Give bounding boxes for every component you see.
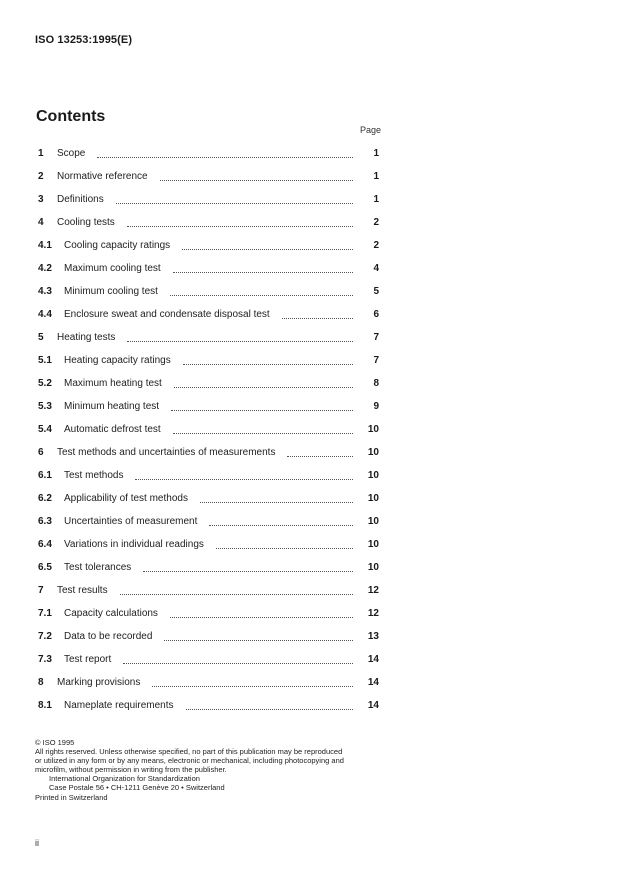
toc-entry-page: 7 — [373, 332, 379, 343]
toc-entry-title: Automatic defrost test — [64, 424, 161, 435]
toc-entry-number: 6.3 — [38, 516, 52, 527]
toc-entry-number: 5.4 — [38, 424, 52, 435]
toc-entry-page: 10 — [367, 470, 379, 481]
toc-entry-number: 5.3 — [38, 401, 52, 412]
rights-line-2: or utilized in any form or by any means, electronic or mechanical, including photocopying and — [35, 756, 344, 765]
toc-entry[interactable] — [38, 441, 379, 464]
toc-entry[interactable] — [38, 510, 379, 533]
toc-entry[interactable] — [38, 579, 379, 602]
toc-dot-leader — [171, 409, 353, 411]
toc-entry[interactable] — [38, 556, 379, 579]
toc-entry[interactable] — [38, 487, 379, 510]
toc-entry-title: Definitions — [57, 194, 104, 205]
toc-entry-number: 7.3 — [38, 654, 52, 665]
toc-entry[interactable] — [38, 211, 379, 234]
toc-entry-number: 6.4 — [38, 539, 52, 550]
toc-entry-number: 5.2 — [38, 378, 52, 389]
toc-entry-page: 2 — [373, 240, 379, 251]
toc-entry-number: 1 — [38, 148, 44, 159]
toc-entry-page: 4 — [373, 263, 379, 274]
toc-dot-leader — [97, 156, 353, 158]
copyright-line: © ISO 1995 — [35, 738, 75, 747]
toc-entry-number: 7 — [38, 585, 44, 596]
toc-entry-page: 10 — [367, 539, 379, 550]
toc-entry-page: 10 — [367, 424, 379, 435]
toc-entry-page: 12 — [367, 585, 379, 596]
toc-entry-title: Cooling tests — [57, 217, 115, 228]
toc-entry-title: Heating tests — [57, 332, 116, 343]
contents-title: Contents — [36, 108, 106, 125]
toc-dot-leader — [152, 685, 353, 687]
toc-entry-title: Applicability of test methods — [64, 493, 188, 504]
printed-in: Printed in Switzerland — [35, 793, 108, 802]
toc-entry[interactable] — [38, 188, 379, 211]
toc-entry-title: Test methods and uncertainties of measurements — [57, 447, 276, 458]
toc-entry-title: Minimum heating test — [64, 401, 160, 412]
table-of-contents — [38, 142, 379, 717]
organization-address: Case Postale 56 • CH-1211 Genève 20 • Switzerland — [49, 783, 225, 792]
toc-dot-leader — [174, 386, 353, 388]
toc-entry[interactable] — [38, 280, 379, 303]
toc-entry-number: 7.1 — [38, 608, 52, 619]
toc-entry[interactable] — [38, 349, 379, 372]
toc-entry-title: Test report — [64, 654, 112, 665]
toc-entry-number: 4.2 — [38, 263, 52, 274]
toc-entry[interactable] — [38, 395, 379, 418]
toc-dot-leader — [183, 363, 353, 365]
toc-entry-page: 1 — [373, 171, 379, 182]
toc-dot-leader — [282, 317, 353, 319]
toc-entry-page: 7 — [373, 355, 379, 366]
toc-entry[interactable] — [38, 648, 379, 671]
toc-entry[interactable] — [38, 694, 379, 717]
toc-entry-number: 4.4 — [38, 309, 52, 320]
toc-entry-number: 6.2 — [38, 493, 52, 504]
toc-entry[interactable] — [38, 533, 379, 556]
toc-dot-leader — [173, 432, 353, 434]
toc-entry-page: 1 — [373, 148, 379, 159]
toc-dot-leader — [170, 294, 353, 296]
toc-dot-leader — [216, 547, 353, 549]
toc-entry-page: 12 — [367, 608, 379, 619]
toc-entry-page: 14 — [367, 700, 379, 711]
toc-entry[interactable] — [38, 625, 379, 648]
toc-entry-page: 1 — [373, 194, 379, 205]
toc-entry-title: Nameplate requirements — [64, 700, 174, 711]
toc-entry[interactable] — [38, 602, 379, 625]
toc-entry[interactable] — [38, 671, 379, 694]
toc-entry[interactable] — [38, 165, 379, 188]
toc-entry-number: 6.5 — [38, 562, 52, 573]
page-number: ii — [35, 838, 39, 848]
toc-entry-number: 7.2 — [38, 631, 52, 642]
toc-entry[interactable] — [38, 142, 379, 165]
toc-entry-title: Test tolerances — [64, 562, 132, 573]
toc-dot-leader — [186, 708, 354, 710]
toc-entry[interactable] — [38, 257, 379, 280]
toc-entry-number: 4.3 — [38, 286, 52, 297]
toc-dot-leader — [120, 593, 353, 595]
toc-entry-number: 4.1 — [38, 240, 52, 251]
toc-dot-leader — [143, 570, 353, 572]
toc-entry-title: Data to be recorded — [64, 631, 153, 642]
toc-dot-leader — [135, 478, 353, 480]
toc-entry-title: Scope — [57, 148, 86, 159]
toc-entry-title: Minimum cooling test — [64, 286, 158, 297]
toc-entry-page: 14 — [367, 677, 379, 688]
toc-entry-number: 8 — [38, 677, 44, 688]
toc-dot-leader — [287, 455, 353, 457]
toc-entry[interactable] — [38, 464, 379, 487]
toc-dot-leader — [182, 248, 353, 250]
toc-entry-number: 6.1 — [38, 470, 52, 481]
toc-entry-page: 6 — [373, 309, 379, 320]
toc-dot-leader — [164, 639, 353, 641]
toc-entry-page: 13 — [367, 631, 379, 642]
organization-name: International Organization for Standardization — [49, 774, 200, 783]
toc-entry-title: Enclosure sweat and condensate disposal test — [64, 309, 270, 320]
toc-entry-number: 5.1 — [38, 355, 52, 366]
toc-entry-number: 5 — [38, 332, 44, 343]
toc-entry-page: 9 — [373, 401, 379, 412]
toc-entry[interactable] — [38, 418, 379, 441]
toc-entry-page: 10 — [367, 516, 379, 527]
toc-entry-title: Cooling capacity ratings — [64, 240, 171, 251]
toc-entry-page: 10 — [367, 447, 379, 458]
toc-dot-leader — [160, 179, 353, 181]
toc-dot-leader — [170, 616, 353, 618]
toc-entry-page: 10 — [367, 493, 379, 504]
toc-entry-title: Maximum heating test — [64, 378, 162, 389]
toc-dot-leader — [127, 225, 353, 227]
toc-entry-title: Variations in individual readings — [64, 539, 204, 550]
toc-entry-number: 2 — [38, 171, 44, 182]
page-column-label: Page — [360, 125, 382, 135]
toc-entry-title: Test results — [57, 585, 108, 596]
rights-line-1: All rights reserved. Unless otherwise specified, no part of this publication may be reproduced — [35, 747, 343, 756]
toc-entry-page: 5 — [373, 286, 379, 297]
toc-dot-leader — [116, 202, 353, 204]
toc-entry-title: Uncertainties of measurement — [64, 516, 198, 527]
toc-entry-number: 3 — [38, 194, 44, 205]
copyright-notice — [35, 738, 380, 802]
toc-entry-number: 4 — [38, 217, 44, 228]
toc-entry[interactable] — [38, 303, 379, 326]
toc-entry-page: 2 — [373, 217, 379, 228]
toc-entry-title: Capacity calculations — [64, 608, 158, 619]
toc-entry-title: Normative reference — [57, 171, 148, 182]
toc-entry-page: 10 — [367, 562, 379, 573]
toc-entry-page: 14 — [367, 654, 379, 665]
rights-line-3: microfilm, without permission in writing from the publisher. — [35, 765, 227, 774]
toc-dot-leader — [123, 662, 353, 664]
toc-dot-leader — [200, 501, 353, 503]
toc-entry-title: Test methods — [64, 470, 124, 481]
toc-entry-page: 8 — [373, 378, 379, 389]
toc-dot-leader — [127, 340, 353, 342]
toc-entry-number: 8.1 — [38, 700, 52, 711]
document-id: ISO 13253:1995(E) — [35, 34, 133, 46]
toc-dot-leader — [173, 271, 353, 273]
toc-entry[interactable] — [38, 372, 379, 395]
toc-entry[interactable] — [38, 326, 379, 349]
toc-entry[interactable] — [38, 234, 379, 257]
toc-dot-leader — [209, 524, 353, 526]
toc-entry-number: 6 — [38, 447, 44, 458]
toc-entry-title: Heating capacity ratings — [64, 355, 171, 366]
toc-entry-title: Marking provisions — [57, 677, 141, 688]
toc-entry-title: Maximum cooling test — [64, 263, 161, 274]
